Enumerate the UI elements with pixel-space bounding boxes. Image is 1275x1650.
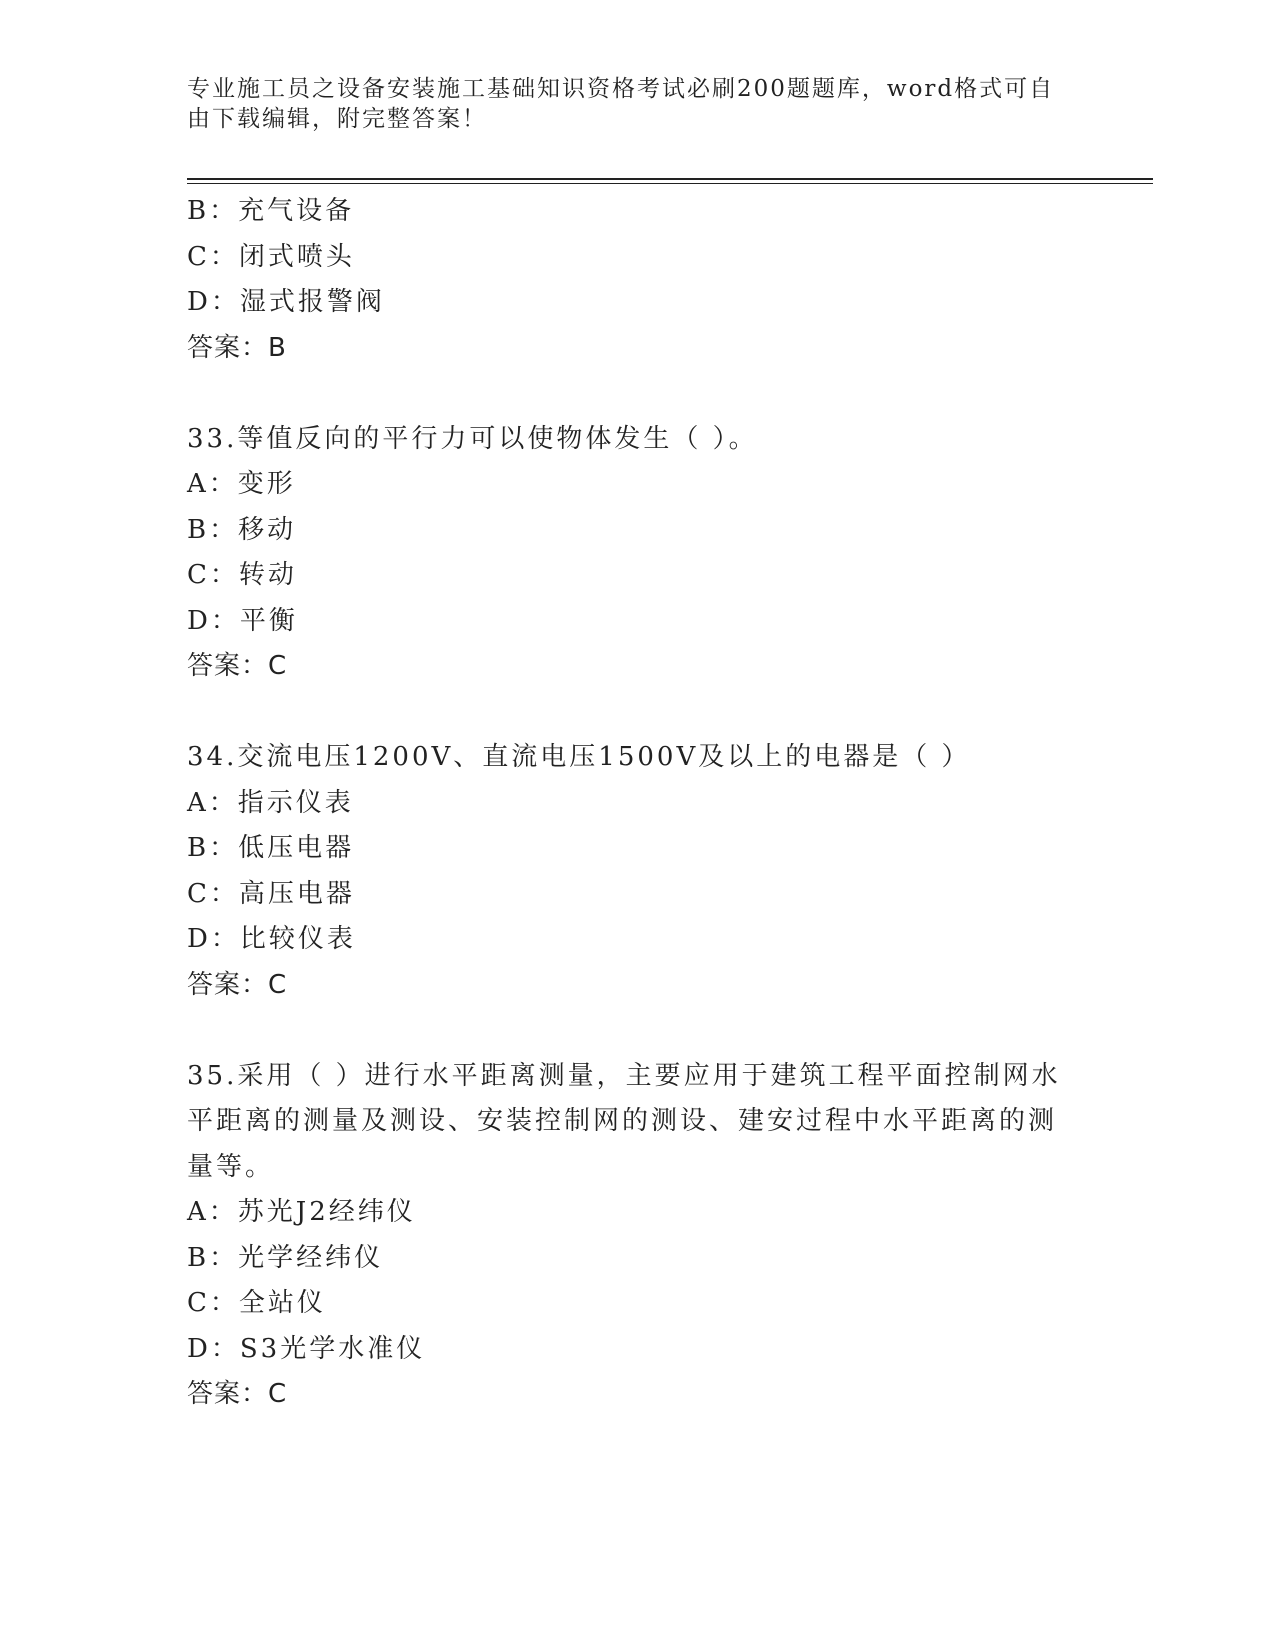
- option-b: B：低压电器: [187, 833, 355, 863]
- question-stem: 33.等值反向的平行力可以使物体发生（ ）。: [187, 423, 758, 454]
- option-a: A：指示仪表: [187, 787, 354, 818]
- question-34: [187, 735, 1087, 1008]
- question-spacer: [187, 690, 1087, 736]
- question-32-continued: [187, 189, 1087, 371]
- option-a: A：苏光J2经纬仪: [187, 1197, 416, 1227]
- header-rule-thin: [187, 183, 1153, 184]
- option-d: D：平衡: [187, 605, 298, 636]
- question-33: [187, 417, 1087, 690]
- option-a: A：变形: [187, 469, 296, 499]
- answer-line: 答案：C: [187, 969, 288, 1000]
- question-spacer: [187, 1008, 1087, 1054]
- question-spacer: [187, 371, 1087, 417]
- question-35: [187, 1054, 1087, 1418]
- question-stem: 34.交流电压1200V、直流电压1500V及以上的电器是（ ）: [187, 742, 971, 772]
- option-d: D：S3光学水准仪: [187, 1333, 426, 1364]
- question-list: [187, 189, 1087, 1418]
- header-rule-thick: [187, 178, 1153, 180]
- answer-line: 答案：C: [187, 1379, 288, 1409]
- option-c: C：全站仪: [187, 1288, 326, 1318]
- option-b: B：光学经纬仪: [187, 1242, 384, 1273]
- option-b: B：充气设备: [187, 196, 355, 226]
- answer-line: 答案：C: [187, 651, 288, 681]
- option-c: C：转动: [187, 560, 297, 590]
- option-c: C：闭式喷头: [187, 241, 355, 272]
- answer-line: 答案：B: [187, 332, 287, 363]
- option-d: D：比较仪表: [187, 924, 356, 954]
- option-b: B：移动: [187, 514, 297, 545]
- option-c: C：高压电器: [187, 878, 355, 909]
- option-d: D：湿式报警阀: [187, 287, 385, 317]
- document-header: 专业施工员之设备安装施工基础知识资格考试必刷200题题库，word格式可自由下载编辑，附完整答案！: [187, 76, 1055, 132]
- question-stem: 35.采用（ ）进行水平距离测量，主要应用于建筑工程平面控制网水平距离的测量及测设、安装控制网的测设、建安过程中水平距离的测量等。: [187, 1060, 1061, 1182]
